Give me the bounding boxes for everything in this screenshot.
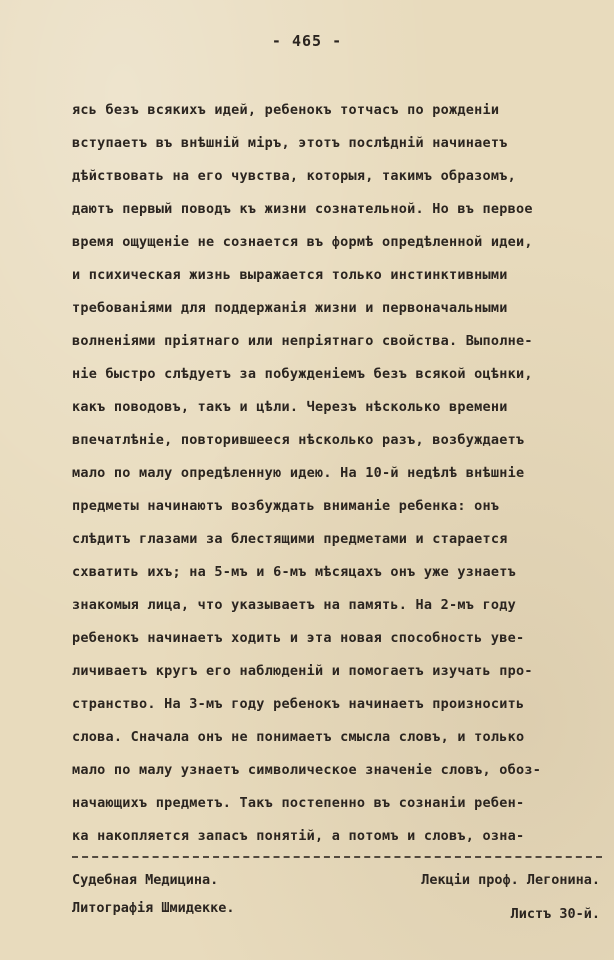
text-line: впечатлѣніе, повторившееся нѣсколько разъ, возбуждаетъ bbox=[72, 432, 525, 448]
footer-lecturer: Лекціи проф. Легонина. bbox=[421, 872, 600, 888]
text-line: схватить ихъ; на 5-мъ и 6-мъ мѣсяцахъ онъ уже узнаетъ bbox=[72, 564, 517, 580]
page-number: - 465 - bbox=[271, 32, 343, 50]
text-line: начающихъ предметъ. Такъ постепенно въ сознаніи ребен- bbox=[72, 795, 525, 811]
text-line: слова. Сначала онъ не понимаетъ смысла словъ, и только bbox=[72, 729, 525, 745]
text-line: мало по малу опредѣленную идею. На 10-й недѣлѣ внѣшніе bbox=[72, 465, 525, 481]
text-line: даютъ первый поводъ къ жизни сознательной. Но въ первое bbox=[72, 201, 533, 217]
footer-printer: Литографія Шмидекке. bbox=[72, 900, 235, 916]
text-line: слѣдитъ глазами за блестящими предметами и старается bbox=[72, 531, 508, 547]
text-line: предметы начинаютъ возбуждать вниманіе ребенка: онъ bbox=[72, 498, 500, 514]
text-line: ка накопляется запасъ понятій, а потомъ и словъ, озна- bbox=[72, 828, 525, 844]
text-line: вступаетъ въ внѣшній міръ, этотъ послѣдній начинаетъ bbox=[72, 135, 508, 151]
text-line: требованіями для поддержанія жизни и первоначальными bbox=[72, 300, 508, 316]
text-line: ясь безъ всякихъ идей, ребенокъ тотчасъ по рожденіи bbox=[72, 102, 500, 118]
text-line: ніе быстро слѣдуетъ за побужденіемъ безъ всякой оцѣнки, bbox=[72, 366, 533, 382]
text-line: время ощущеніе не сознается въ формѣ опредѣленной идеи, bbox=[72, 234, 533, 250]
footer-course-title: Судебная Медицина. bbox=[72, 872, 219, 888]
text-line: какъ поводовъ, такъ и цѣли. Черезъ нѣсколько времени bbox=[72, 399, 508, 415]
text-line: странство. На 3-мъ году ребенокъ начинаетъ произносить bbox=[72, 696, 525, 712]
footer-sheet-number: Листъ 30-й. bbox=[510, 906, 600, 922]
text-line: волненіями пріятнаго или непріятнаго свойства. Выполне- bbox=[72, 333, 533, 349]
text-line: и психическая жизнь выражается только инстинктивными bbox=[72, 267, 508, 283]
text-line: личиваетъ кругъ его наблюденій и помогаетъ изучать про- bbox=[72, 663, 533, 679]
text-line: ребенокъ начинаетъ ходить и эта новая способность уве- bbox=[72, 630, 525, 646]
text-line: дѣйствовать на его чувства, которыя, такимъ образомъ, bbox=[72, 168, 517, 184]
text-line: мало по малу узнаетъ символическое значеніе словъ, обоз- bbox=[72, 762, 542, 778]
text-line: знакомыя лица, что указываетъ на память. На 2-мъ году bbox=[72, 597, 517, 613]
